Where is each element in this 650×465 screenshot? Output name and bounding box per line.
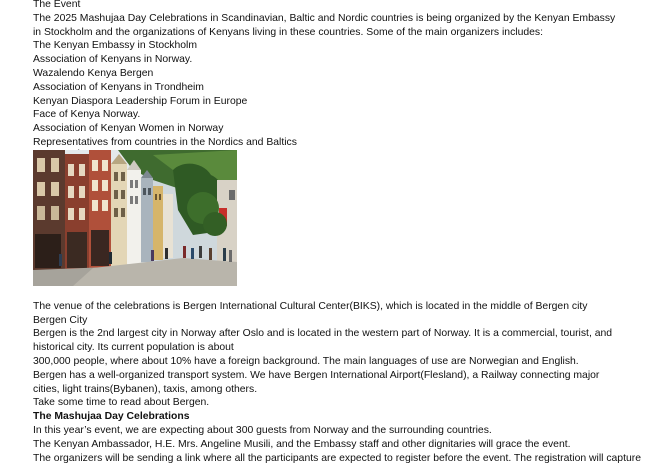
intro-paragraph: The 2025 Mashujaa Day Celebrations in Scandinavian, Baltic and Nordic countries is being organized by the Kenyan Embassy in Stockholm and the organizations of Kenyans living in these countries. Some of the main organizers includes: bbox=[33, 12, 616, 38]
celebrations-paragraph: The Kenyan Ambassador, H.E. Mrs. Angeline Musili, and the Embassy staff and other dignitaries will grace the event. bbox=[33, 438, 571, 450]
city-paragraph: 300,000 people, where about 10% have a foreign background. The main languages of use are Norwegian and English. bbox=[33, 355, 579, 367]
photo-block bbox=[33, 150, 623, 300]
celebrations-heading: The Mashujaa Day Celebrations bbox=[33, 411, 190, 423]
organizer-item: Association of Kenyan Women in Norway bbox=[33, 123, 224, 135]
bergen-street-photo bbox=[33, 150, 237, 286]
organizer-item: The Kenyan Embassy in Stockholm bbox=[33, 40, 198, 52]
city-paragraph: Bergen is the 2nd largest city in Norway after Oslo and is located in the western part of Norway. It is a commercial, tourist, and historical city. Its current population is about bbox=[33, 328, 613, 354]
organizer-item: Association of Kenyans in Trondheim bbox=[33, 81, 204, 93]
organizer-item: Association of Kenyans in Norway. bbox=[33, 54, 193, 66]
document-body bbox=[33, 0, 641, 465]
city-paragraph: Bergen has a well-organized transport system. We have Bergen International Airport(Flesland), a Railway connecting major cities, light trains(Bybanen), taxis, among others. bbox=[33, 369, 600, 395]
celebrations-paragraph: The organizers will be sending a link where all the participants are expected to register before the event. The registration will capture bbox=[33, 452, 641, 464]
city-paragraph: Take some time to read about Bergen. bbox=[33, 397, 210, 409]
organizer-item: Face of Kenya Norway. bbox=[33, 109, 141, 121]
organizer-item: Wazalendo Kenya Bergen bbox=[33, 67, 154, 79]
venue-text: The venue of the celebrations is Bergen International Cultural Center(BIKS), which is located in the middle of Bergen city bbox=[33, 300, 588, 312]
section-title: The Event bbox=[33, 0, 81, 10]
city-heading: Bergen City bbox=[33, 314, 88, 326]
organizer-item: Representatives from countries in the Nordics and Baltics bbox=[33, 136, 297, 148]
organizer-item: Kenyan Diaspora Leadership Forum in Europe bbox=[33, 95, 248, 107]
celebrations-paragraph: In this year’s event, we are expecting about 300 guests from Norway and the surrounding countries. bbox=[33, 424, 492, 436]
